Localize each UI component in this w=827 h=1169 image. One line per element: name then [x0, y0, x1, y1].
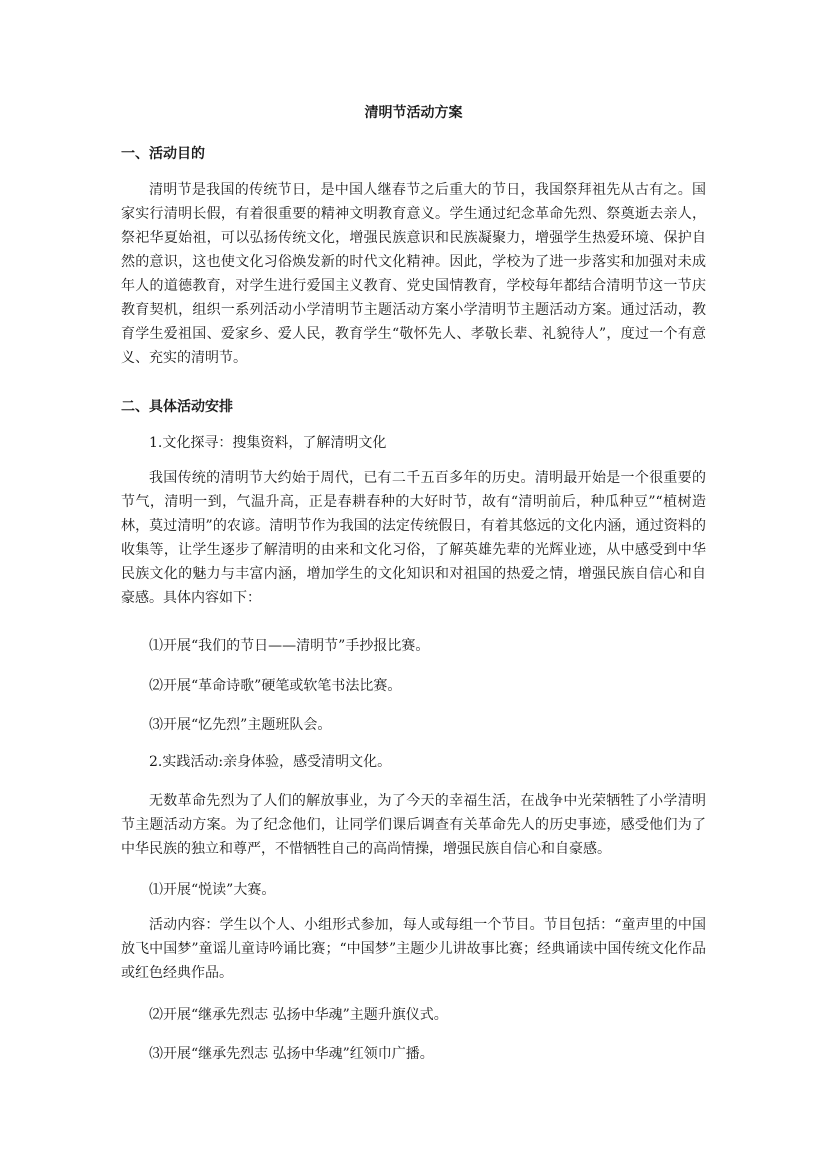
paragraph-activity-1: 我国传统的清明节大约始于周代，已有二千五百多年的历史。清明最开始是一个很重要的节气，清明一到，气温升高，正是春耕春种的大好时节，故有“清明前后，种瓜种豆”“植树造林，莫过清明”的农谚。清明节作为我国的法定传统假日，有着其悠远的文化内涵，通过资料的收集等，让学生逐步了解清明的由来和文化习俗，了解英雄先辈的光辉业迹，从中感受到中华民族文化的魅力与丰富内涵，增加学生的文化知识和对祖国的热爱之情，增强民族自信心和自豪感。具体内容如下：	[121, 470, 706, 606]
paragraph-activity-2-content: 活动内容：学生以个人、小组形式参加，每人或每组一个节目。节目包括：“童声里的中国放飞中国梦”童谣儿童诗吟诵比赛；“中国梦”主题少儿讲故事比赛；经典诵读中国传统文化作品或红色经典作品。	[121, 917, 706, 981]
activity-2-item-2: ⑵开展“继承先烈志 弘扬中华魂”主题升旗仪式。	[149, 1007, 448, 1023]
activity-1-item-1: ⑴开展“我们的节日——清明节”手抄报比赛。	[149, 638, 430, 654]
paragraph-activity-2: 无数革命先烈为了人们的解放事业，为了今天的幸福生活，在战争中光荣牺牲了小学清明节主题活动方案。为了纪念他们，让同学们课后调查有关革命先人的历史事迹，感受他们为了中华民族的独立和尊严，不惜牺牲自己的高尚情操，增强民族自信心和自豪感。	[121, 793, 706, 857]
activity-2-title: 2.实践活动:亲身体验，感受清明文化。	[149, 754, 392, 770]
section-heading-purpose: 一、活动目的	[121, 146, 205, 162]
activity-2-item-3: ⑶开展“继承先烈志 弘扬中华魂”红领巾广播。	[149, 1046, 434, 1062]
section-heading-arrangement: 二、具体活动安排	[121, 399, 233, 415]
activity-1-item-2: ⑵开展“革命诗歌”硬笔或软笔书法比赛。	[149, 678, 402, 694]
document-title: 清明节活动方案	[364, 105, 463, 121]
activity-1-title: 1.文化探寻：搜集资料，了解清明文化	[149, 435, 387, 451]
paragraph-purpose: 清明节是我国的传统节日，是中国人继春节之后重大的节日，我国祭拜祖先从古有之。国家实行清明长假，有着很重要的精神文明教育意义。学生通过纪念革命先烈、祭奠逝去亲人，祭祀华夏始祖，可以弘扬传统文化，增强民族意识和民族凝聚力，增强学生热爱环境、保护自然的意识，这也使文化习俗焕发新的时代文化精神。因此，学校为了进一步落实和加强对未成年人的道德教育，对学生进行爱国主义教育、党史国情教育，学校每年都结合清明节这一节庆教育契机，组织一系列活动小学清明节主题活动方案小学清明节主题活动方案。通过活动，教育学生爱祖国、爱家乡、爱人民，教育学生“敬怀先人、孝敬长辈、礼貌待人”，度过一个有意义、充实的清明节。	[121, 182, 706, 366]
activity-2-item-1: ⑴开展“悦读”大赛。	[149, 882, 276, 898]
activity-1-item-3: ⑶开展“忆先烈”主题班队会。	[149, 717, 332, 733]
